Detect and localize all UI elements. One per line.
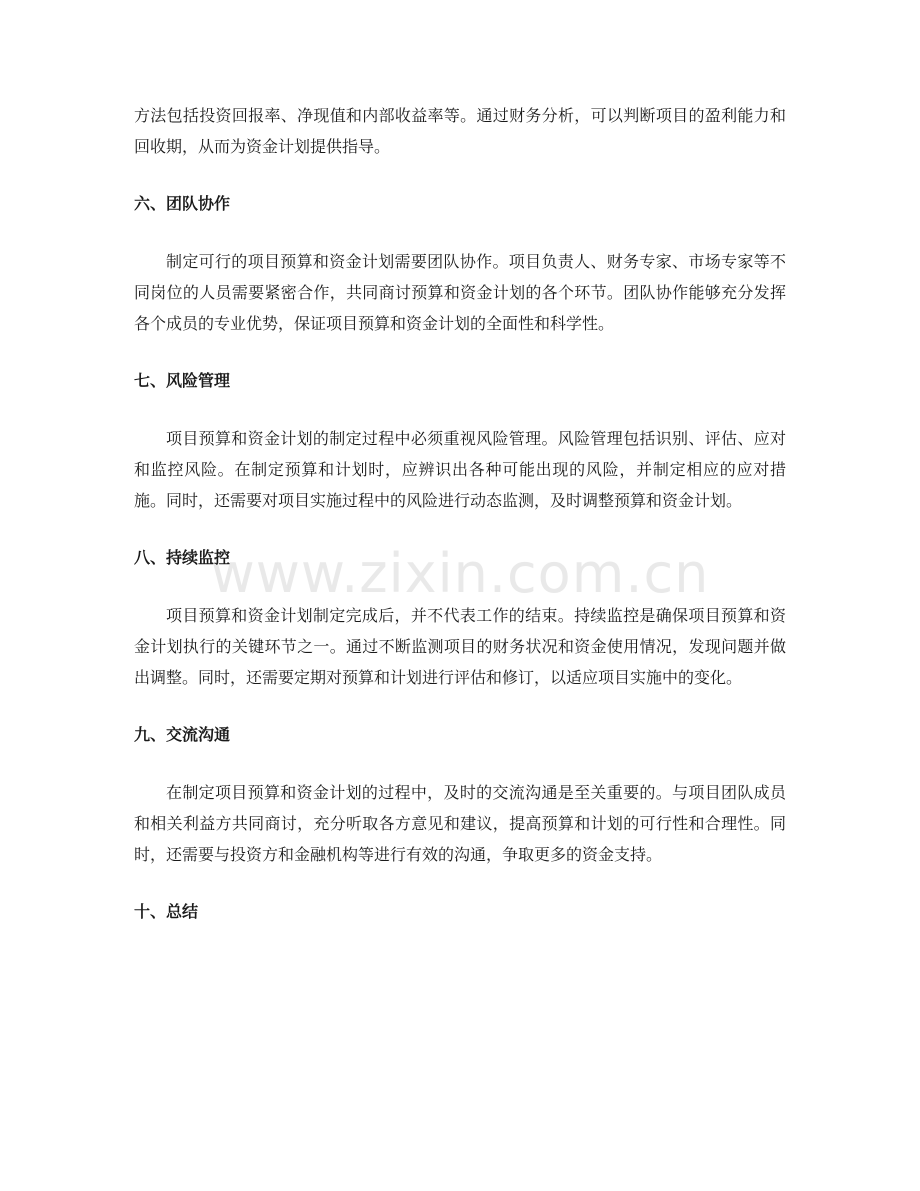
section-heading-summary: 十、总结 xyxy=(134,902,199,921)
section-heading-team-collaboration: 六、团队协作 xyxy=(134,194,231,213)
section-paragraph-team-collaboration: 制定可行的项目预算和资金计划需要团队协作。项目负责人、财务专家、市场专家等不同岗位的人员需要紧密合作，共同商讨预算和资金计划的各个环节。团队协作能够充分发挥各个成员的专业优势，保证项目预算和资金计划的全面性和科学性。 xyxy=(134,252,786,333)
section-paragraph-risk-management: 项目预算和资金计划的制定过程中必须重视风险管理。风险管理包括识别、评估、应对和监控风险。在制定预算和计划时，应辨识出各种可能出现的风险，并制定相应的应对措施。同时，还需要对项目实施过程中的风险进行动态监测，及时调整预算和资金计划。 xyxy=(134,429,786,510)
intro-paragraph: 方法包括投资回报率、净现值和内部收益率等。通过财务分析，可以判断项目的盈利能力和回收期，从而为资金计划提供指导。 xyxy=(134,106,786,156)
section-paragraph-continuous-monitoring: 项目预算和资金计划制定完成后，并不代表工作的结束。持续监控是确保项目预算和资金计划执行的关键环节之一。通过不断监测项目的财务状况和资金使用情况，发现问题并做出调整。同时，还需要定期对预算和计划进行评估和修订，以适应项目实施中的变化。 xyxy=(134,606,786,687)
section-paragraph-communication: 在制定项目预算和资金计划的过程中，及时的交流沟通是至关重要的。与项目团队成员和相关利益方共同商讨，充分听取各方意见和建议，提高预算和计划的可行性和合理性。同时，还需要与投资方和金融机构等进行有效的沟通，争取更多的资金支持。 xyxy=(134,783,786,864)
section-heading-continuous-monitoring: 八、持续监控 xyxy=(134,548,231,567)
section-heading-communication: 九、交流沟通 xyxy=(134,725,231,744)
document-body xyxy=(134,100,786,924)
section-heading-risk-management: 七、风险管理 xyxy=(134,371,231,390)
watermark-text: www.zixin.com.cn xyxy=(210,542,710,605)
